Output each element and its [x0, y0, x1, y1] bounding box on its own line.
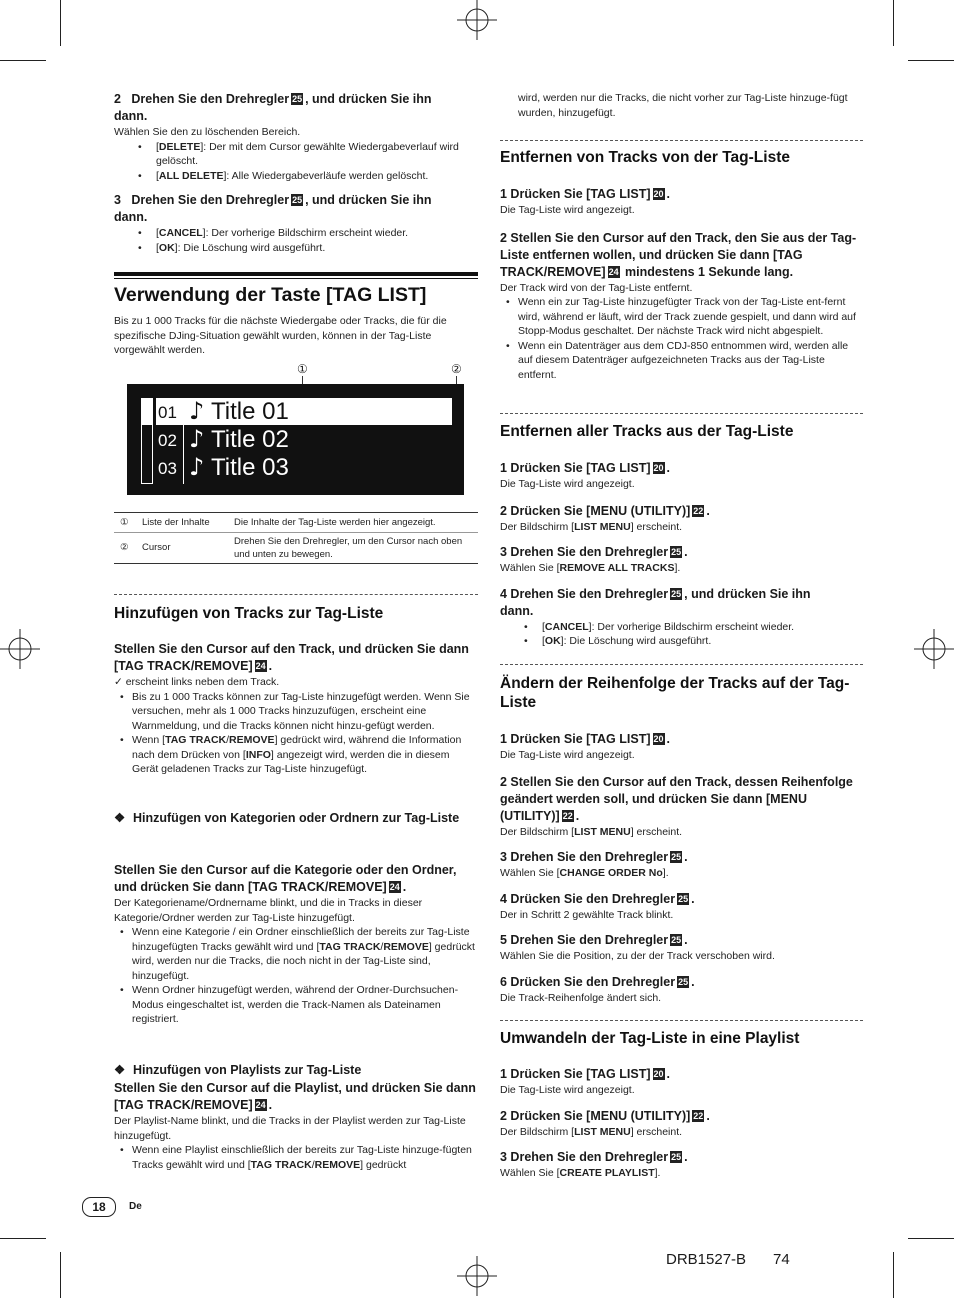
- note-text: Der Bildschirm [: [500, 825, 575, 838]
- step-text: 2 Drücken Sie [MENU (UTILITY)]: [500, 1108, 691, 1123]
- continued-text: wird, werden nur die Tracks, die nicht vorher zur Tag-Liste hinzuge-fügt wurden, hinzugefügt.: [518, 92, 848, 119]
- section-heading: Entfernen aller Tracks aus der Tag-Liste: [500, 423, 794, 440]
- bullet-text: ] angezeigt wird, werden die in diesem Gerät geladenen Tracks zur Tag-Liste hinzugefügt.: [132, 748, 450, 775]
- ui-label: OK: [544, 635, 561, 647]
- callout-1: ①: [297, 362, 308, 376]
- legend-desc: Drehen Sie den Drehregler, um den Cursor nach oben und unten zu bewegen.: [234, 536, 463, 560]
- legend-name: Cursor: [142, 542, 171, 553]
- key-number-badge: 22: [562, 810, 573, 821]
- step-text: 1 Drücken Sie [TAG LIST]: [500, 732, 651, 746]
- step-text: 3 Drehen Sie den Drehregler: [500, 850, 669, 864]
- note-text: ] erscheint.: [630, 1125, 683, 1138]
- key-number-badge: 24: [255, 1100, 266, 1110]
- bullet-item: • Wenn ein zur Tag-Liste hinzugefügter Track von der Tag-Liste ent-fernt wird, während er läuft, wird der Track zuende gespielt, und dann wird auf Stopp-Modus geschaltet. Der nächste Track wird nicht abgespielt.: [500, 295, 863, 339]
- section-rule: [114, 272, 478, 276]
- bullet-text: ] gedrückt: [360, 1158, 407, 1171]
- section-heading: Hinzufügen von Tracks zur Tag-Liste: [114, 605, 384, 622]
- key-number-badge: 22: [693, 505, 704, 516]
- crop-mark: [908, 60, 954, 61]
- section-divider: [114, 594, 478, 595]
- remove-steps: 1 Drücken Sie [TAG LIST] 20 . Die Tag-Liste wird angezeigt. 2 Stellen Sie den Cursor auf den Track, den Sie aus der Tag-Liste entfernen wollen, und drücken Sie dann [TAG TRACK/REMOVE] 24 mindestens 1 Sekunde lang. Der Track wird von der Tag-Liste entfernt. • Wenn ein zur Tag-Liste hinzugefügter Track von der Tag-Liste ent-fernt wird, während er läuft, wird der Track zuende gespielt, und dann wird auf Stopp-Modus geschaltet. Der nächste Track wird nicht abgespielt. • Wenn ein Datenträger aus dem CDJ-850 entnommen wird, werden alle auf diesem Datenträger aufgezeichneten Tracks aus der Tag-Liste entfernt.: [500, 186, 863, 382]
- bullet-item: • [CANCEL]: Der vorherige Bildschirm erscheint wieder.: [114, 226, 478, 241]
- key-number-badge: 25: [671, 547, 682, 557]
- diamond-icon: ❖: [114, 1063, 126, 1077]
- playlist-step: Stellen Sie den Cursor auf die Playlist, und drücken Sie dann [TAG TRACK/REMOVE] 24 . Der Playlist-Name blinkt, und die Tracks in der Playlist werden zur Tag-Liste hinzugefügt. • Wenn eine Playlist einschließlich der bereits zur Tag-Liste hinzuge-fügten Tracks gewählt wird und [TAG TRACK/REMOVE] gedrückt: [114, 1080, 478, 1172]
- key-number-badge: 25: [678, 893, 689, 904]
- row-number: 03: [158, 459, 177, 478]
- bullet-text: ]: Der vorherige Bildschirm erscheint wieder.: [588, 620, 795, 633]
- crop-mark: [893, 0, 894, 46]
- bullet-item: • Wenn Ordner hinzugefügt werden, während der Ordner-Durchsuchen-Modus eingeschaltet ist, werden die Track-Namen als Dateinamen registriert.: [114, 983, 478, 1027]
- crop-mark: [60, 1252, 61, 1298]
- table-row: [114, 533, 478, 564]
- step-text: Stellen Sie den Cursor auf die Kategorie oder den Ordner, und drücken Sie dann [TAG TRACK/REMOVE]: [114, 863, 457, 894]
- table-row: [114, 513, 478, 533]
- step-number: 3: [114, 193, 121, 207]
- crop-mark: [893, 1252, 894, 1298]
- step-text: 4 Drücken Sie den Drehregler: [500, 891, 676, 906]
- ui-label: TAG TRACK: [250, 1158, 312, 1171]
- step-note: Die Tag-Liste wird angezeigt.: [500, 204, 635, 216]
- subsection-heading: [114, 810, 497, 827]
- registration-mark-icon: [457, 0, 497, 40]
- section-heading: Entfernen von Tracks von der Tag-Liste: [500, 149, 790, 166]
- bullet-item: [114, 925, 478, 983]
- order-steps: 1 Drücken Sie [TAG LIST] 20 . Die Tag-Liste wird angezeigt. 2 Stellen Sie den Cursor auf den Track, dessen Reihenfolge geändert werden soll, und drücken Sie dann [MENU (UTILITY)] 22 . Der Bildschirm [LIST MENU] erscheint. 3 Drehen Sie den Drehregler 25 . Wählen Sie [CHANGE ORDER No]. 4 Drücken Sie den Drehregler 25 . Der in Schritt 2 gewählte Track blinkt. 5 Drehen Sie den Drehregler 25 . Wählen Sie die Position, zu der der Track verschoben wird. 6 Drücken Sie den Drehregler 25 . Die Track-Reihenfolge ändert sich.: [500, 731, 863, 1005]
- step-text: , und drücken Sie ihn: [305, 92, 432, 106]
- note-text: Wählen Sie [: [500, 562, 560, 574]
- note-text: Wählen Sie [: [500, 867, 560, 879]
- category-step: Stellen Sie den Cursor auf die Kategorie oder den Ordner, und drücken Sie dann [TAG TRACK/REMOVE] 24 . Der Kategoriename/Ordnername blinkt, und die in Tracks in dieser Kategorie/Ordner werden zur Tag-Liste hinzugefügt. • Wenn eine Kategorie / ein Ordner einschließlich der bereits zur Tag-Liste hinzugefügten Tracks gewählt wird und [TAG TRACK/REMOVE] gedrückt wird, werden nur die Tracks, die noch nicht in der Tag-Liste sind, hinzugefügt. • Wenn Ordner hinzugefügt werden, während der Ordner-Durchsuchen-Modus eingeschaltet ist, werden die Track-Namen als Dateinamen registriert.: [114, 862, 478, 1027]
- note-text: Der Bildschirm [: [500, 520, 575, 533]
- step-text: mindestens 1 Sekunde lang.: [621, 264, 794, 279]
- ui-label: CREATE PLAYLIST: [559, 1167, 655, 1179]
- legend-mark: ①: [120, 517, 129, 528]
- subsection-heading: [114, 1062, 497, 1079]
- bullet-text: ] gedrückt wird, während die Information nach dem Drücken von [: [132, 734, 462, 761]
- language-code: De: [129, 1201, 142, 1212]
- step-text: Drehen Sie den Drehregler: [131, 193, 290, 207]
- subsection-title: Hinzufügen von Kategorien oder Ordnern zur Tag-Liste: [133, 811, 460, 825]
- bullet-item: • [OK]: Die Löschung wird ausgeführt.: [500, 634, 863, 649]
- legend-mark: ②: [120, 542, 129, 553]
- note-text: ] erscheint.: [630, 520, 683, 533]
- row-title: Title 01: [211, 398, 289, 425]
- crop-mark: [60, 0, 61, 46]
- step-text: dann.: [114, 210, 148, 224]
- bullet-text: ]: Der vorherige Bildschirm erscheint wieder.: [202, 227, 409, 239]
- ui-label: LIST MENU: [574, 520, 631, 533]
- crop-mark: [908, 1238, 954, 1239]
- ui-label: TAG TRACK: [165, 734, 227, 746]
- key-number-badge: 25: [678, 976, 689, 987]
- key-number-badge: 25: [292, 94, 303, 104]
- key-number-badge: 20: [653, 189, 664, 199]
- step-text: 1 Drücken Sie [TAG LIST]: [500, 1067, 651, 1081]
- step-note: [500, 561, 863, 576]
- music-note-icon: ♪: [189, 453, 205, 481]
- row-title: Title 02: [211, 426, 289, 453]
- ui-label: TAG TRACK: [319, 940, 381, 953]
- key-number-badge: 24: [608, 266, 619, 277]
- left-step-3: [114, 192, 478, 255]
- key-number-badge: 25: [292, 195, 303, 205]
- ui-label: REMOVE ALL TRACKS: [559, 562, 675, 574]
- registration-mark-icon: [457, 1256, 497, 1296]
- step-text: 1 Drücken Sie [TAG LIST]: [500, 461, 651, 475]
- key-number-badge: 24: [389, 882, 400, 892]
- note-text: ] erscheint.: [630, 825, 683, 838]
- key-number-badge: 22: [693, 1110, 704, 1121]
- bullet-item: • [DELETE]: Der mit dem Cursor gewählte Wiedergabeverlauf wird gelöscht.: [114, 140, 478, 169]
- step-text: , und drücken Sie ihn: [305, 193, 432, 207]
- bullet-item: • Bis zu 1 000 Tracks können zur Tag-Liste hinzugefügt werden. Wenn Sie versuchen, mehr als 1 000 Tracks hinzuzufügen, erscheint eine Warnmeldung, und die Tracks können nicht hinzu-gefügt werden.: [114, 690, 478, 734]
- step-text: Stellen Sie den Cursor auf die Playlist, und drücken Sie dann [TAG TRACK/REMOVE]: [114, 1081, 476, 1112]
- bullet-text: ] gedrückt wird, werden nur die Tracks, die noch nicht in der Tag-Liste sind, hinzugefügt.: [132, 940, 475, 982]
- step-note: [500, 1166, 863, 1181]
- step-note: Die Tag-Liste wird angezeigt.: [500, 749, 635, 761]
- document-code: DRB1527-B: [666, 1251, 747, 1268]
- step-note: Die Track-Reihenfolge ändert sich.: [500, 991, 662, 1004]
- registration-mark-icon: [914, 629, 954, 669]
- scrollbar-thumb: [142, 399, 152, 425]
- bullet-text: Wenn eine Kategorie / ein Ordner einschließlich der bereits zur Tag-Liste hinzugefügten Tracks gewählt wird und [: [132, 926, 470, 953]
- note-text: ].: [654, 1167, 661, 1179]
- step-text: 3 Drehen Sie den Drehregler: [500, 545, 669, 559]
- row-number: 01: [158, 403, 177, 422]
- key-number-badge: 20: [653, 1069, 664, 1079]
- screen-row-3: [157, 454, 457, 481]
- crop-mark: [0, 60, 46, 61]
- step-text: 2 Stellen Sie den Cursor auf den Track, dessen Reihenfolge geändert werden soll, und drücken Sie dann [MENU (UTILITY)]: [500, 774, 853, 823]
- bullet-item: • Wenn ein Datenträger aus dem CDJ-850 entnommen wird, werden alle auf diesem Datenträger aufgezeichneten Tracks aus der Tag-Liste entfernt.: [500, 339, 863, 383]
- page-number-badge: [82, 1197, 116, 1217]
- step-text: 4 Drehen Sie den Drehregler: [500, 586, 669, 601]
- section-divider: [500, 413, 863, 414]
- step-text: 2 Stellen Sie den Cursor auf den Track, den Sie aus der Tag-Liste entfernen wollen, und drücken Sie dann [TAG TRACK/REMOVE]: [500, 230, 857, 279]
- step-text: dann.: [500, 603, 534, 618]
- bullet-text: Wenn [: [132, 734, 166, 746]
- ui-label: REMOVE: [383, 940, 429, 953]
- ui-label: INFO: [245, 748, 271, 761]
- page-number: 18: [92, 1200, 106, 1214]
- legend-desc: Die Inhalte der Tag-Liste werden hier angezeigt.: [234, 517, 436, 528]
- ui-label: ALL DELETE: [158, 169, 224, 182]
- bullet-text: ]: Der mit dem Cursor gewählte Wiedergabeverlauf wird gelöscht.: [156, 140, 459, 167]
- ui-label: CANCEL: [544, 620, 589, 633]
- note-text: ].: [662, 867, 669, 879]
- note-text: Wählen Sie [: [500, 1167, 560, 1179]
- step-note: [500, 825, 863, 840]
- step-text: , und drücken Sie ihn: [684, 586, 811, 601]
- step-text: 6 Drücken Sie den Drehregler: [500, 974, 676, 989]
- remove-all-steps: 1 Drücken Sie [TAG LIST] 20 . Die Tag-Liste wird angezeigt. 2 Drücken Sie [MENU (UTILITY)] 22 . Der Bildschirm [LIST MENU] erscheint. 3 Drehen Sie den Drehregler 25 . Wählen Sie [REMOVE ALL TRACKS]. 4 Drehen Sie den Drehregler 25 , und drücken Sie ihn dann. • [CANCEL]: Der vorherige Bildschirm erscheint wieder. • [OK]: Die Löschung wird ausgeführt.: [500, 460, 863, 649]
- ui-label: REMOVE: [229, 734, 275, 746]
- step-note: [500, 866, 863, 881]
- registration-mark-icon: [0, 629, 40, 669]
- section-rule-thin: [114, 278, 478, 279]
- step-text: Stellen Sie den Cursor auf den Track, und drücken Sie dann [TAG TRACK/REMOVE]: [114, 642, 469, 673]
- key-number-badge: 20: [653, 734, 664, 744]
- section-divider: [500, 140, 863, 141]
- ui-label: REMOVE: [314, 1158, 361, 1171]
- key-number-badge: 25: [671, 588, 682, 599]
- key-number-badge: 25: [671, 852, 682, 862]
- section-divider: [500, 664, 863, 665]
- key-number-badge: 20: [653, 463, 664, 473]
- step-number: 2: [114, 92, 121, 106]
- left-step-2: [114, 91, 478, 183]
- document-page: 74: [773, 1251, 790, 1268]
- ui-label: CANCEL: [158, 227, 203, 239]
- step-note: ✓ erscheint links neben dem Track.: [114, 676, 280, 688]
- section-heading: Ändern der Reihenfolge der Tracks auf der Tag-Liste: [500, 675, 850, 711]
- key-number-badge: 25: [671, 935, 682, 945]
- step-note: Der Playlist-Name blinkt, und die Tracks in der Playlist werden zur Tag-Liste hinzugefügt.: [114, 1115, 466, 1142]
- legend-name: Liste der Inhalte: [142, 517, 210, 528]
- playlist-convert-steps: 1 Drücken Sie [TAG LIST] 20 . Die Tag-Liste wird angezeigt. 2 Drücken Sie [MENU (UTILITY)] 22 . Der Bildschirm [LIST MENU] erscheint. 3 Drehen Sie den Drehregler 25 . Wählen Sie [CREATE PLAYLIST].: [500, 1066, 863, 1181]
- step-text: 2 Drücken Sie [MENU (UTILITY)]: [500, 503, 691, 518]
- add-step: Stellen Sie den Cursor auf den Track, und drücken Sie dann [TAG TRACK/REMOVE] 24 . ✓ erscheint links neben dem Track. • Bis zu 1 000 Tracks können zur Tag-Liste hinzugefügt werden. Wenn Sie versuchen, mehr als 1 000 Tracks hinzuzufügen, erscheint eine Warnmeldung, und die Tracks können nicht hinzu-gefügt werden. • Wenn [TAG TRACK/REMOVE] gedrückt wird, während die Information nach dem Drücken von [INFO] angezeigt wird, werden die in diesem Gerät geladenen Tracks zur Tag-Liste hinzugefügt.: [114, 641, 478, 777]
- bullet-item: • [OK]: Die Löschung wird ausgeführt.: [114, 241, 478, 256]
- step-text: 3 Drehen Sie den Drehregler: [500, 1150, 669, 1164]
- bullet-text: ]: Die Löschung wird ausgeführt.: [560, 635, 712, 647]
- callout-2: ②: [451, 362, 462, 376]
- music-note-icon: ♪: [189, 397, 205, 425]
- step-note: Die Tag-Liste wird angezeigt.: [500, 1084, 635, 1096]
- bullet-text: /: [226, 734, 230, 746]
- section-divider: [500, 1020, 863, 1021]
- subsection-title: Hinzufügen von Playlists zur Tag-Liste: [133, 1063, 362, 1077]
- bullet-text: /: [311, 1158, 315, 1171]
- step-note: Der Kategoriename/Ordnername blinkt, und die in Tracks in dieser Kategorie/Ordner werden zur Tag-Liste hinzugefügt.: [114, 897, 423, 924]
- step-text: Drehen Sie den Drehregler: [131, 92, 290, 106]
- step-text: 1 Drücken Sie [TAG LIST]: [500, 187, 651, 201]
- screen-row-2: [157, 426, 457, 453]
- step-note: Die Tag-Liste wird angezeigt.: [500, 478, 635, 490]
- screen-row-1: [157, 398, 457, 425]
- bullet-item: [114, 733, 478, 777]
- section-heading: Umwandeln der Tag-Liste in eine Playlist: [500, 1030, 800, 1047]
- note-text: Der Bildschirm [: [500, 1125, 575, 1138]
- bullet-item: • [ALL DELETE]: Alle Wiedergabeverläufe werden gelöscht.: [114, 169, 478, 184]
- key-number-badge: 24: [255, 661, 266, 671]
- bullet-text: ]: Alle Wiedergabeverläufe werden gelöscht.: [223, 169, 429, 182]
- crop-mark: [0, 1238, 46, 1239]
- step-note: Der in Schritt 2 gewählte Track blinkt.: [500, 908, 674, 921]
- step-text: 5 Drehen Sie den Drehregler: [500, 933, 669, 947]
- bullet-item: [114, 1143, 478, 1172]
- ui-label: DELETE: [158, 140, 201, 153]
- section-intro: Bis zu 1 000 Tracks für die nächste Wiedergabe oder Tracks, die für die spezifische DJing-Situation gewählt wurden, können in der Tag-Liste vorgewählt werden.: [114, 315, 447, 356]
- music-note-icon: ♪: [189, 425, 205, 453]
- ui-label: LIST MENU: [574, 825, 631, 838]
- bullet-text: Wenn eine Playlist einschließlich der bereits zur Tag-Liste hinzuge-fügten Tracks gewählt wird und [: [132, 1144, 472, 1171]
- step-note: Wählen Sie den zu löschenden Bereich.: [114, 126, 301, 138]
- section-title: Verwendung der Taste [TAG LIST]: [114, 284, 427, 306]
- scrollbar: [141, 398, 153, 484]
- step-note: Der Track wird von der Tag-Liste entfernt.: [500, 281, 693, 294]
- bullet-item: • [CANCEL]: Der vorherige Bildschirm erscheint wieder.: [500, 620, 863, 635]
- ui-label: OK: [158, 241, 175, 254]
- row-title: Title 03: [211, 454, 289, 481]
- diamond-icon: ❖: [114, 811, 126, 825]
- note-text: ].: [674, 562, 681, 574]
- bullet-text: /: [380, 940, 384, 953]
- step-text: dann.: [114, 109, 148, 123]
- legend-table: [114, 512, 478, 564]
- row-number: 02: [158, 431, 177, 450]
- ui-label: LIST MENU: [574, 1125, 631, 1138]
- bullet-text: ]: Die Löschung wird ausgeführt.: [174, 241, 326, 254]
- step-note: Wählen Sie die Position, zu der der Track verschoben wird.: [500, 950, 775, 962]
- step-note: [500, 1125, 863, 1140]
- tag-list-screen: [127, 384, 464, 495]
- ui-label: CHANGE ORDER No: [559, 867, 663, 879]
- key-number-badge: 25: [671, 1152, 682, 1162]
- step-note: [500, 520, 863, 535]
